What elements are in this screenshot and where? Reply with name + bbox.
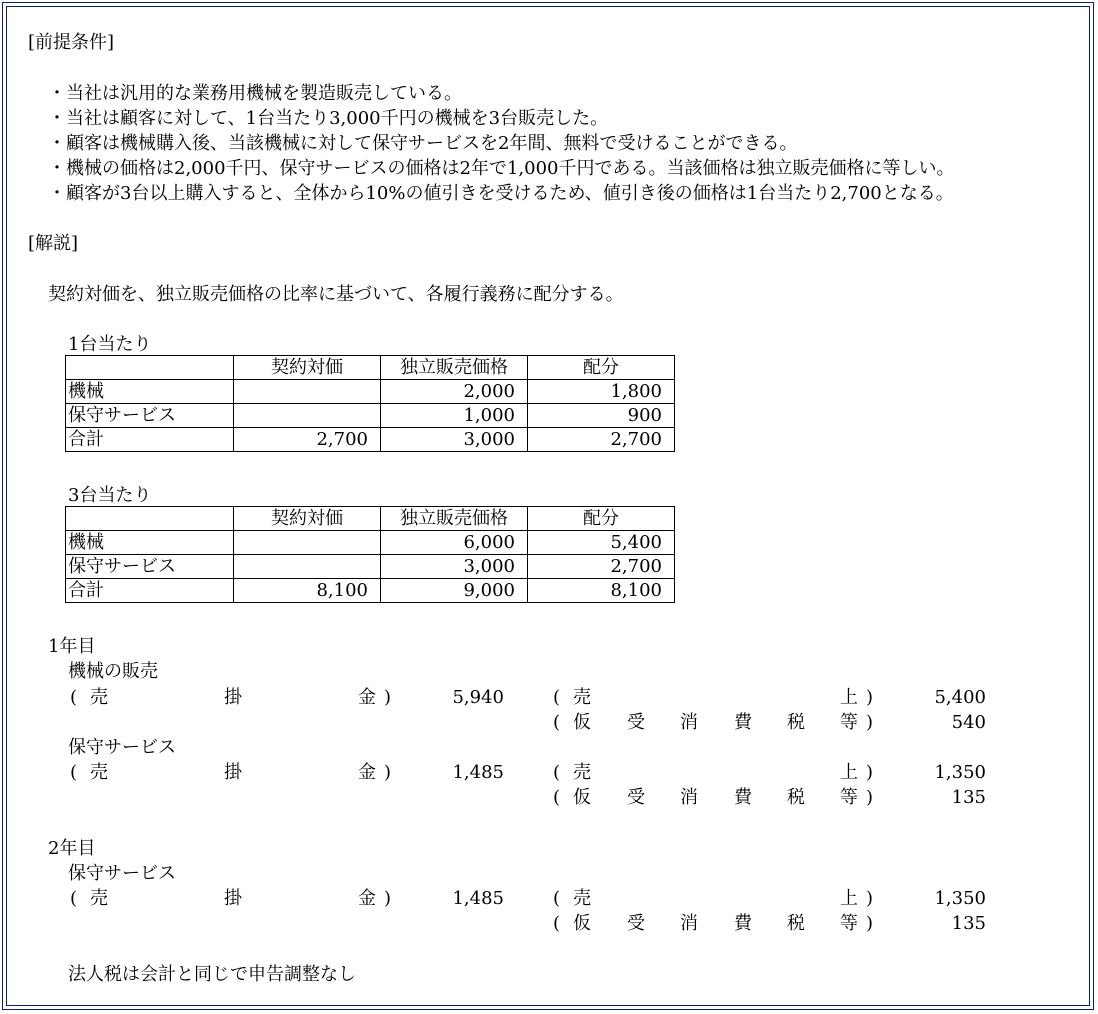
table-cell: 3,000 <box>381 555 528 579</box>
row-label: 機械 <box>66 531 234 555</box>
year1-heading: 1年目 <box>48 636 96 657</box>
journal-account-char: 費 <box>734 712 752 733</box>
journal-paren: ( <box>553 687 561 708</box>
allocation-table-three-units <box>65 506 675 603</box>
table-cell: 1,000 <box>381 404 528 428</box>
year1-service-title: 保守サービス <box>68 737 176 758</box>
debit-amount: 5,940 <box>452 687 504 708</box>
table-cell: 2,000 <box>381 380 528 404</box>
journal-paren: ) <box>866 687 874 708</box>
journal-paren: ( <box>553 787 561 808</box>
journal-account-char: 税 <box>787 787 805 808</box>
table-cell: 1,800 <box>528 380 675 404</box>
table-row <box>66 404 675 428</box>
table-cell: 2,700 <box>528 555 675 579</box>
journal-account-char: 等 <box>840 913 858 934</box>
journal-account-char: 金 <box>358 762 376 783</box>
journal-account-char: 仮 <box>573 712 591 733</box>
journal-account-char: 費 <box>734 913 752 934</box>
premise-item-3: ・顧客は機械購入後、当該機械に対して保守サービスを2年間、無料で受けることができる。 <box>48 133 798 154</box>
table-row <box>66 380 675 404</box>
row-label: 保守サービス <box>66 555 234 579</box>
journal-account-char: 仮 <box>573 913 591 934</box>
row-label: 合計 <box>66 428 234 452</box>
table-header-cell: 配分 <box>528 507 675 531</box>
journal-account-char: 受 <box>627 913 645 934</box>
journal-account-char: 掛 <box>224 888 242 909</box>
debit-amount: 1,485 <box>452 888 504 909</box>
table-cell: 3,000 <box>381 428 528 452</box>
journal-paren: ) <box>384 687 392 708</box>
journal-paren: ) <box>866 712 874 733</box>
table-cell <box>234 555 381 579</box>
journal-account-char: 消 <box>680 913 698 934</box>
table-cell: 8,100 <box>528 579 675 603</box>
premise-item-1: ・当社は汎用的な業務用機械を製造販売している。 <box>48 83 462 104</box>
credit-amount: 135 <box>951 787 986 808</box>
journal-account-char: 上 <box>840 687 858 708</box>
journal-account-char: 受 <box>627 787 645 808</box>
journal-account-char: 売 <box>90 762 108 783</box>
table-cell: 5,400 <box>528 531 675 555</box>
table-row <box>66 531 675 555</box>
table-header-cell: 独立販売価格 <box>381 356 528 380</box>
journal-account-char: 税 <box>787 913 805 934</box>
table-header-cell <box>66 356 234 380</box>
journal-paren: ( <box>70 888 78 909</box>
table-header-cell: 契約対価 <box>234 507 381 531</box>
credit-amount: 540 <box>951 712 986 733</box>
journal-paren: ) <box>866 913 874 934</box>
journal-account-char: 金 <box>358 888 376 909</box>
year1-machine-title: 機械の販売 <box>68 661 158 682</box>
premise-item-2: ・当社は顧客に対して、1台当たり3,000千円の機械を3台販売した。 <box>48 108 609 129</box>
table-cell <box>234 531 381 555</box>
table-row <box>66 579 675 603</box>
debit-amount: 1,485 <box>452 762 504 783</box>
journal-paren: ) <box>384 762 392 783</box>
journal-paren: ( <box>553 888 561 909</box>
journal-paren: ) <box>866 762 874 783</box>
journal-account-char: 消 <box>680 787 698 808</box>
journal-paren: ( <box>553 762 561 783</box>
table-header-cell: 独立販売価格 <box>381 507 528 531</box>
journal-account-char: 消 <box>680 712 698 733</box>
journal-account-char: 売 <box>90 687 108 708</box>
explanation-intro: 契約対価を、独立販売価格の比率に基づいて、各履行義務に配分する。 <box>48 284 624 305</box>
credit-amount: 135 <box>951 913 986 934</box>
table-cell: 2,700 <box>234 428 381 452</box>
journal-paren: ( <box>553 913 561 934</box>
explanation-heading: [解説] <box>28 233 79 254</box>
journal-account-char: 受 <box>627 712 645 733</box>
journal-account-char: 掛 <box>224 762 242 783</box>
credit-amount: 1,350 <box>934 762 986 783</box>
table-row <box>66 555 675 579</box>
journal-account-char: 等 <box>840 787 858 808</box>
table1-caption: 1台当たり <box>68 334 152 355</box>
table-header-cell: 契約対価 <box>234 356 381 380</box>
journal-paren: ) <box>384 888 392 909</box>
journal-account-char: 等 <box>840 712 858 733</box>
journal-account-char: 売 <box>90 888 108 909</box>
journal-paren: ( <box>553 712 561 733</box>
credit-amount: 1,350 <box>934 888 986 909</box>
journal-account-char: 上 <box>840 888 858 909</box>
table-header-cell: 配分 <box>528 356 675 380</box>
table2-caption: 3台当たり <box>68 485 152 506</box>
premise-heading: [前提条件] <box>28 32 115 53</box>
table-cell: 6,000 <box>381 531 528 555</box>
journal-account-char: 上 <box>840 762 858 783</box>
journal-paren: ( <box>70 762 78 783</box>
journal-account-char: 税 <box>787 712 805 733</box>
year2-service-title: 保守サービス <box>68 863 176 884</box>
table-cell: 900 <box>528 404 675 428</box>
journal-paren: ) <box>866 888 874 909</box>
table-row <box>66 428 675 452</box>
journal-account-char: 売 <box>573 762 591 783</box>
tax-note: 法人税は会計と同じで申告調整なし <box>68 964 356 985</box>
table-cell <box>234 380 381 404</box>
journal-account-char: 掛 <box>224 687 242 708</box>
allocation-table-per-unit <box>65 355 675 452</box>
table-cell: 2,700 <box>528 428 675 452</box>
table-cell: 8,100 <box>234 579 381 603</box>
year2-heading: 2年目 <box>48 838 96 859</box>
premise-item-5: ・顧客が3台以上購入すると、全体から10%の値引きを受けるため、値引き後の価格は1台当たり2,700となる。 <box>48 183 954 204</box>
journal-account-char: 金 <box>358 687 376 708</box>
table-header-cell <box>66 507 234 531</box>
journal-account-char: 費 <box>734 787 752 808</box>
journal-account-char: 仮 <box>573 787 591 808</box>
row-label: 保守サービス <box>66 404 234 428</box>
row-label: 合計 <box>66 579 234 603</box>
table-cell: 9,000 <box>381 579 528 603</box>
row-label: 機械 <box>66 380 234 404</box>
table-header-row <box>66 507 675 531</box>
journal-account-char: 売 <box>573 687 591 708</box>
premise-item-4: ・機械の価格は2,000千円、保守サービスの価格は2年で1,000千円である。当該価格は独立販売価格に等しい。 <box>48 158 955 179</box>
journal-account-char: 売 <box>573 888 591 909</box>
credit-amount: 5,400 <box>934 687 986 708</box>
journal-paren: ) <box>866 787 874 808</box>
table-cell <box>234 404 381 428</box>
journal-paren: ( <box>70 687 78 708</box>
table-header-row <box>66 356 675 380</box>
